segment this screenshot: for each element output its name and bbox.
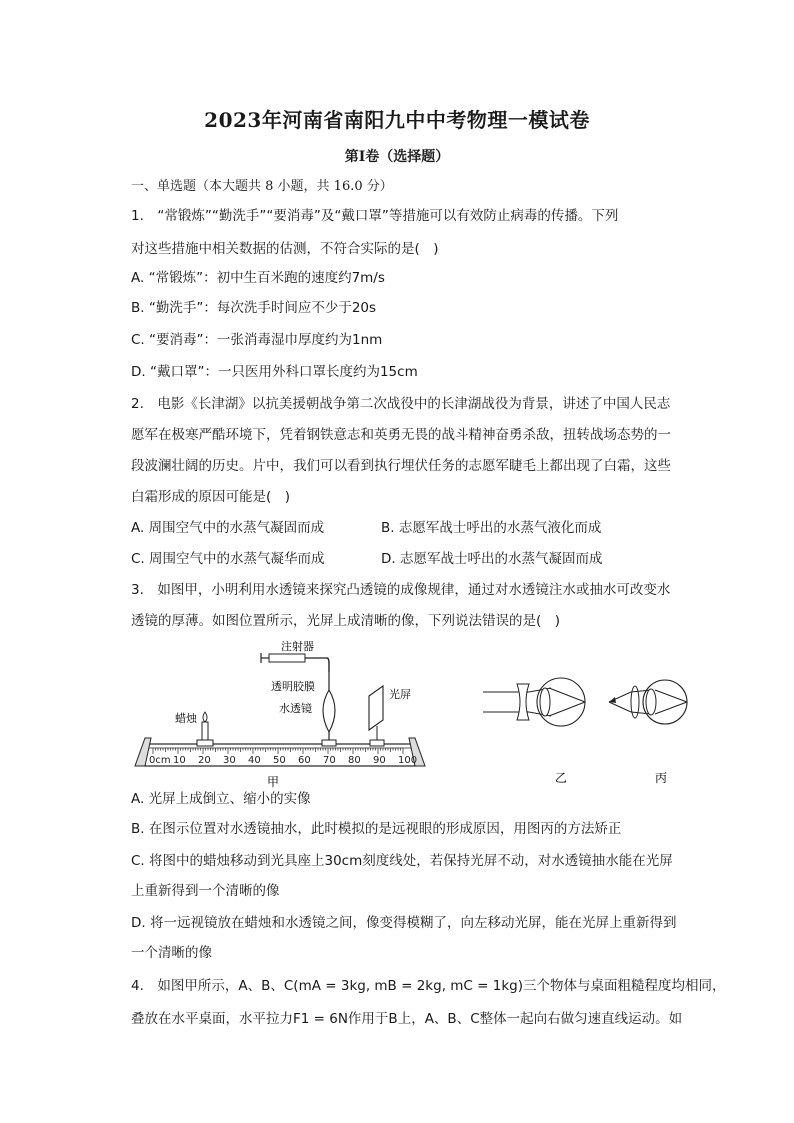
q2-option-c: C. 周围空气中的水蒸气凝华而成 [131,551,325,567]
eye-diagram-bing [609,680,687,785]
label-jia: 甲 [267,775,280,789]
q3-option-a: A. 光屏上成倒立、缩小的实像 [131,791,311,807]
optical-bench-diagram [135,640,425,789]
label-water-lens: 水透镜 [279,702,312,715]
q1-option-c: C. “要消毒”：一张消毒湿巾厚度约为1nm [131,332,383,348]
q3-option-b: B. 在图示位置对水透镜抽水，此时模拟的是远视眼的形成原因，用图丙的方法矫正 [131,821,622,837]
q3-figure [131,640,691,790]
ruler-tick-label: 60 [298,755,311,766]
q2-stem-line: 段波澜壮阔的历史。片中，我们可以看到执行埋伏任务的志愿军睫毛上都出现了白霜，这些 [131,458,671,474]
q3-stem-line: 3. 如图甲，小明利用水透镜来探究凸透镜的成像规律，通过对水透镜注水或抽水可改变水 [131,582,671,598]
syringe [261,653,329,672]
q2-option-d: D. 志愿军战士呼出的水蒸气凝固而成 [381,551,603,567]
ruler-tick-label: 90 [373,755,386,766]
q1-stem-line: 1. “常锻炼”“勤洗手”“要消毒”及“戴口罩”等措施可以有效防止病毒的传播。下列 [131,208,619,224]
label-candle: 蜡烛 [175,712,197,725]
label-membrane: 透明胶膜 [271,680,315,693]
ruler-tick-label: 40 [248,755,261,766]
q3-stem-line: 透镜的厚薄。如图位置所示，光屏上成清晰的像，下列说法错误的是( ) [131,613,561,629]
q3-option-d: D. 将一远视镜放在蜡烛和水透镜之间，像变得模糊了，向左移动光屏，能在光屏上重新得到 [131,915,677,931]
section-heading: 一、单选题（本大题共 8 小题，共 16.0 分） [131,179,393,194]
candle [197,712,213,746]
ruler-tick-label: 70 [323,755,336,766]
water-lens [322,672,336,746]
ruler-tick-label: 100 [398,755,418,766]
q2-stem-line: 白霜形成的原因可能是( ) [131,489,291,505]
q1-option-a: A. “常锻炼”：初中生百米跑的速度约7m/s [131,270,385,286]
label-bing: 丙 [655,771,668,785]
ruler-tick-label: 10 [173,755,186,766]
part-title: 第I卷（选择题） [344,149,450,165]
q3-option-c-cont: 上重新得到一个清晰的像 [131,883,280,899]
concave-lens [517,684,529,720]
ruler-tick-label: 50 [273,755,286,766]
exam-title: 2023年河南省南阳九中中考物理一模试卷 [204,108,590,132]
label-screen: 光屏 [389,688,411,701]
ruler-tick-label: 30 [223,755,236,766]
q2-option-a: A. 周围空气中的水蒸气凝固而成 [131,520,325,536]
light-screen [369,686,384,746]
q2-stem-line: 愿军在极寒严酷环境下，凭着钢铁意志和英勇无畏的战斗精神奋勇杀敌，扭转战场态势的一 [131,427,671,443]
label-yi: 乙 [555,771,568,785]
q2-stem-line: 2. 电影《长津湖》以抗美援朝战争第二次战役中的长津湖战役为背景，讲述了中国人民志 [131,396,671,412]
q4-stem-line: 4. 如图甲所示，A、B、C(mA = 3kg, mB = 2kg, mC = 1kg)三个物体与桌面粗糙程度均相同， [131,978,726,994]
q3-option-c: C. 将图中的蜡烛移动到光具座上30cm刻度线处，若保持光屏不动，对水透镜抽水能在光屏 [131,853,673,869]
ruler-tick-label: 20 [198,755,211,766]
q2-option-b: B. 志愿军战士呼出的水蒸气液化而成 [381,520,602,536]
q4-stem-line: 叠放在水平桌面，水平拉力F1 = 6N作用于B上，A、B、C整体一起向右做匀速直线运动。如 [131,1011,683,1027]
label-syringe: 注射器 [281,640,314,653]
eye-diagram-yi [483,678,585,785]
convex-lens [631,686,639,718]
q3-option-d-cont: 一个清晰的像 [131,945,212,961]
ruler-tick-label: 80 [348,755,361,766]
ruler-tick-label: 0cm [149,755,171,766]
q1-option-b: B. “勤洗手”：每次洗手时间应不少于20s [131,300,377,316]
q1-stem-line: 对这些措施中相关数据的估测，不符合实际的是( ) [131,241,439,257]
q1-option-d: D. “戴口罩”：一只医用外科口罩长度约为15cm [131,364,418,380]
